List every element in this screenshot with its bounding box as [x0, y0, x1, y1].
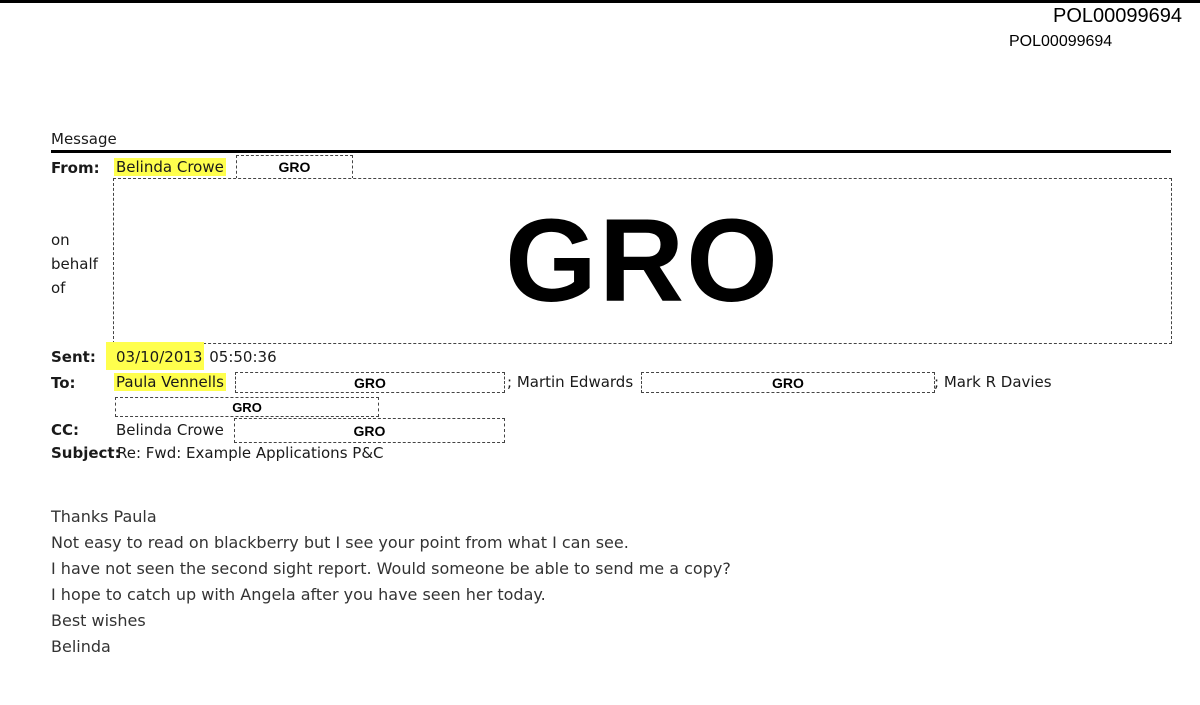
document-id-small: POL00099694: [1009, 33, 1113, 50]
sent-label: Sent:: [51, 348, 96, 366]
on-behalf-of-label: on behalf of: [51, 231, 98, 297]
from-email-redaction: GRO: [236, 155, 353, 179]
on-behalf-of-redaction: GRO: [113, 178, 1172, 344]
sent-date: 03/10/2013: [106, 342, 204, 370]
to-recipient-1: Paula Vennells: [116, 373, 224, 391]
from-value: Belinda Crowe: [116, 158, 224, 176]
body-line: Belinda: [51, 637, 111, 656]
sent-time: 05:50:36: [209, 348, 277, 366]
to-label: To:: [51, 374, 76, 392]
subject-label: Subject:: [51, 444, 121, 462]
to-recipient-2-redaction: GRO: [641, 372, 935, 393]
document-id-large: POL00099694: [1052, 5, 1182, 27]
to-recipient-1-redaction: GRO: [235, 372, 505, 393]
header-rule: [51, 150, 1171, 153]
subject-value: Re: Fwd: Example Applications P&C: [117, 444, 384, 462]
to-recipient-3: ; Mark R Davies: [934, 373, 1052, 391]
body-line: Not easy to read on blackberry but I see your point from what I can see.: [51, 533, 629, 552]
cc-redaction: GRO: [234, 418, 505, 443]
body-line: I have not seen the second sight report. Would someone be able to send me a copy?: [51, 559, 731, 578]
message-title: Message: [51, 130, 117, 148]
cc-label: CC:: [51, 421, 80, 439]
from-label: From:: [51, 159, 100, 177]
cc-value: Belinda Crowe: [116, 421, 224, 439]
sent-value: [106, 342, 277, 370]
to-recipient-2: ; Martin Edwards: [507, 373, 634, 391]
body-line: I hope to catch up with Angela after you have seen her today.: [51, 585, 546, 604]
to-recipient-3-redaction: GRO: [115, 397, 379, 417]
top-border: [0, 0, 1200, 3]
body-line: Thanks Paula: [51, 507, 157, 526]
body-line: Best wishes: [51, 611, 146, 630]
